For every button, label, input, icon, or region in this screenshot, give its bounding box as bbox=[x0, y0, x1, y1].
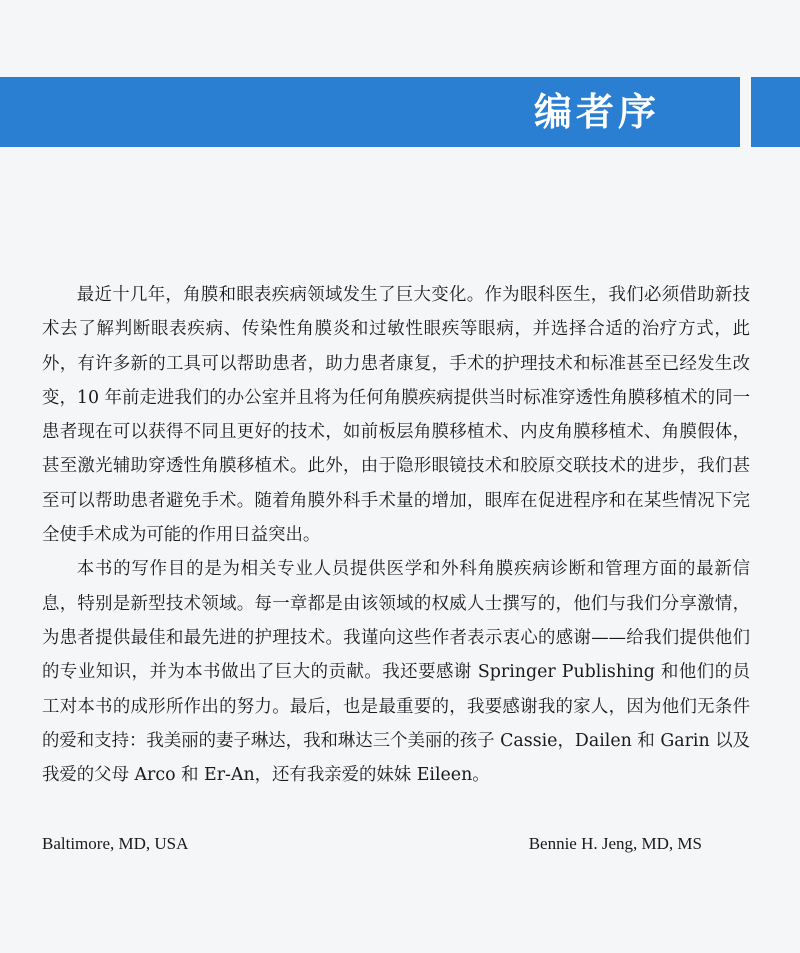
header-gap bbox=[740, 77, 751, 147]
paragraph-1: 最近十几年，角膜和眼表疾病领域发生了巨大变化。作为眼科医生，我们必须借助新技术去了解判断眼表疾病、传染性角膜炎和过敏性眼疾等眼病，并选择合适的治疗方式，此外，有许多新的工具可以帮助患者，助力患者康复，手术的护理技术和标准甚至已经发生改变，10 年前走进我们的办公室并且将为任何角膜疾病提供当时标准穿透性角膜移植术的同一患者现在可以获得不同且更好的技术，如前板层角膜移植术、内皮角膜移植术、角膜假体，甚至激光辅助穿透性角膜移植术。此外，由于隐形眼镜技术和胶原交联技术的进步，我们甚至可以帮助患者避免手术。随着角膜外科手术量的增加，眼库在促进程序和在某些情况下完全使手术成为可能的作用日益突出。 bbox=[42, 285, 750, 546]
header-accent-block bbox=[751, 77, 800, 147]
paragraph-2: 本书的写作目的是为相关专业人员提供医学和外科角膜疾病诊断和管理方面的最新信息，特别是新型技术领域。每一章都是由该领域的权威人士撰写的，他们与我们分享激情，为患者提供最佳和最先进的护理技术。我谨向这些作者表示衷心的感谢——给我们提供他们的专业知识，并为本书做出了巨大的贡献。我还要感谢 Springer Publishing 和他们的员工对本书的成形所作出的努力。最后，也是最重要的，我要感谢我的家人，因为他们无条件的爱和支持：我美丽的妻子琳达，我和琳达三个美丽的孩子 Cassie，Dailen 和 Garin 以及我爱的父母 Arco 和 Er-An，还有我亲爱的妹妹 Eileen。 bbox=[42, 559, 750, 786]
signature-location: Baltimore, MD, USA bbox=[42, 834, 189, 853]
page-title: 编者序 bbox=[533, 90, 660, 134]
preface-body bbox=[42, 278, 750, 792]
signature-author: Bennie H. Jeng, MD, MS bbox=[528, 834, 702, 853]
